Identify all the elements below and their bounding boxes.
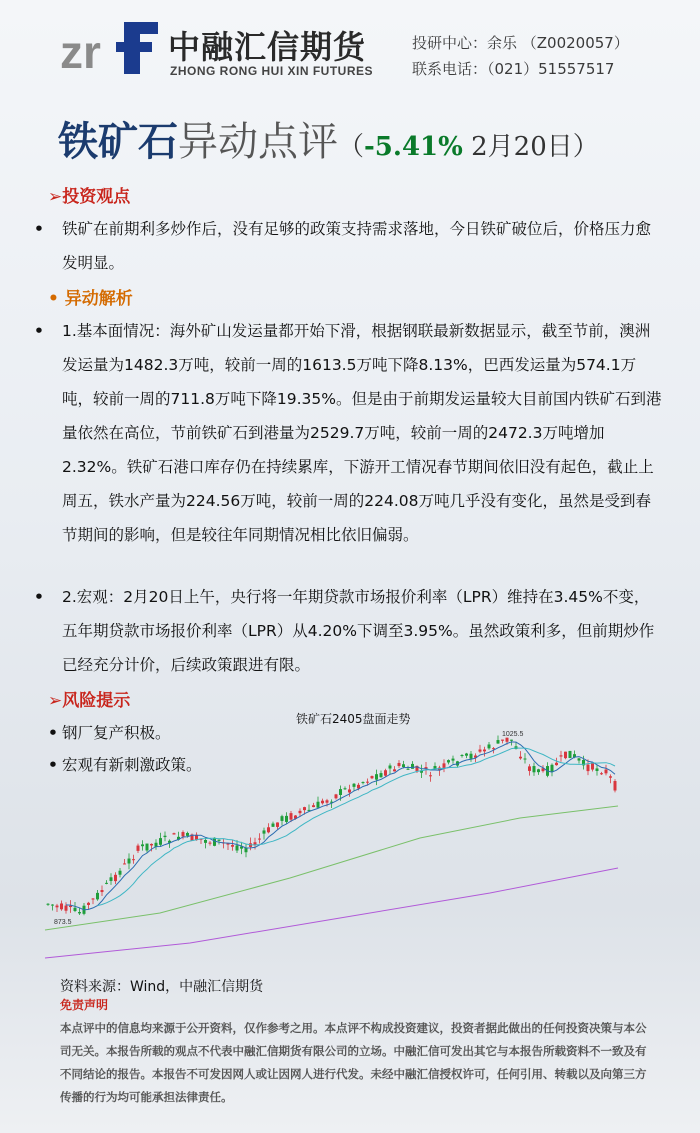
candle-body <box>164 836 167 837</box>
candle-body <box>285 816 288 822</box>
candle-body <box>339 789 342 795</box>
candle-body <box>407 769 410 770</box>
candle-body <box>69 906 72 907</box>
section-head-risk: ➢风险提示 <box>48 691 131 711</box>
candle-body <box>272 824 275 827</box>
candle-body <box>276 822 279 826</box>
price-chart <box>40 708 660 970</box>
candle-body <box>569 751 572 758</box>
view-text: 铁矿在前期利多炒作后，没有足够的政策支持需求落地，今日铁矿破位后，价格压力愈发明显。 <box>62 220 652 272</box>
candle-body <box>128 859 131 864</box>
candle-body <box>479 750 482 752</box>
ma-line-longest <box>45 868 618 958</box>
candle-body <box>533 766 536 772</box>
candle-body <box>263 830 266 833</box>
candle-body <box>141 844 144 846</box>
svg-text:zr: zr <box>60 26 101 78</box>
section-head-view: ➢投资观点 <box>48 187 131 207</box>
candle-body <box>429 775 432 776</box>
candle-body <box>258 839 261 840</box>
company-logo <box>60 14 160 78</box>
candle-body <box>227 844 230 845</box>
analysis-item-1 <box>34 314 663 552</box>
candle-body <box>555 763 558 765</box>
candle-body <box>537 769 540 772</box>
candle-body <box>587 765 590 771</box>
candle-body <box>380 773 383 777</box>
bullet: • <box>48 724 58 742</box>
candle-body <box>65 906 68 911</box>
candle-body <box>357 785 360 789</box>
candle-body <box>267 827 270 832</box>
candle-body <box>213 838 216 846</box>
candle-body <box>488 744 491 748</box>
candle-body <box>411 764 414 769</box>
candle-body <box>231 845 234 847</box>
bullet: • <box>34 322 44 340</box>
candle-body <box>209 843 212 844</box>
candle-body <box>344 788 347 789</box>
candle-body <box>398 763 401 766</box>
candle-body <box>519 757 522 759</box>
analysis-text-1: 1.基本面情况：海外矿山发运量都开始下滑，根据钢联最新数据显示，截至节前，澳洲发运量为1482.3万吨，较前一周的1613.5万吨下降8.13%，巴西发运量为574.1万吨，较前一周的711.8万吨下降19.35%。但是由于前期发运量较大目前国内铁矿石到港量依然在高位，节前铁矿石到港量为2529.7万吨，较前一周的2472.3万吨增加2.32%。铁矿石港口库存仍在持续累库，下游开工情况春节期间依旧没有起色，截止上周五，铁水产量为224.56万吨，较前一周的224.08万吨几乎没有变化，虽然是受到春节期间的影响，但是较往年同期情况相比依旧偏弱。 <box>62 322 662 544</box>
page-title <box>58 110 599 164</box>
candle-body <box>92 899 95 900</box>
candle-body <box>362 782 365 783</box>
candle-body <box>87 903 90 905</box>
candle-body <box>470 754 473 759</box>
candle-body <box>236 845 239 850</box>
candle-body <box>452 759 455 761</box>
bullet: • <box>34 220 44 238</box>
candle-body <box>335 794 338 798</box>
candle-body <box>393 769 396 771</box>
candle-body <box>60 903 63 909</box>
header <box>0 0 700 100</box>
title-open-paren: （ <box>338 132 365 162</box>
candle-body <box>483 750 486 752</box>
chart-annotation-low: 873.5 <box>54 919 72 926</box>
candle-body <box>186 833 189 836</box>
title-commodity: 铁矿石 <box>58 118 178 165</box>
candle-body <box>384 770 387 775</box>
candle-body <box>303 807 306 810</box>
candle-body <box>321 801 324 804</box>
candle-body <box>510 740 513 741</box>
candle-body <box>47 904 50 905</box>
candle-body <box>596 768 599 771</box>
candle-body <box>551 765 554 772</box>
candle-body <box>578 758 581 760</box>
candle-body <box>132 859 135 860</box>
title-date: 2月20日 <box>462 132 573 162</box>
phone-contact: 联系电话：（021）51557517 <box>412 60 615 78</box>
candle-body <box>290 813 293 820</box>
candle-body <box>366 782 369 783</box>
candle-body <box>600 773 603 774</box>
research-contact: 投研中心：余乐 （Z0020057） <box>412 34 629 52</box>
disclaimer-body: 本点评中的信息均来源于公开资料，仅作参考之用。本点评不构成投资建议，投资者据此做出的任何投资决策与本公司无关。本报告所载的观点不代表中融汇信期货有限公司的立场。中融汇信可发出其它与本报告所载资料不一致及有不同结论的报告。本报告不可发因网人或让因网人进行代发。未经中融汇信授权许可，任何引用、转载以及向第三方传播的行为均可能承担法律责任。 <box>60 1021 647 1104</box>
candle-body <box>461 755 464 756</box>
title-subject: 异动点评 <box>178 119 338 165</box>
candle-body <box>299 811 302 813</box>
candle-body <box>564 752 567 758</box>
candle-body <box>317 802 320 808</box>
candle-body <box>326 800 329 802</box>
candle-body <box>371 776 374 778</box>
candle-body <box>609 776 612 777</box>
candle-body <box>110 877 113 881</box>
candle-body <box>137 846 140 851</box>
candle-body <box>560 755 563 756</box>
logo-english-name: ZHONG RONG HUI XIN FUTURES <box>170 64 374 78</box>
candle-body <box>402 764 405 767</box>
candle-body <box>182 832 185 836</box>
candle-body <box>375 774 378 779</box>
disclaimer-title: 免责声明 <box>60 998 109 1012</box>
contact-info <box>412 30 629 82</box>
analysis-item-2 <box>34 580 663 682</box>
candle-body <box>492 748 495 749</box>
candle-body <box>114 875 117 881</box>
candle-body <box>353 784 356 787</box>
candle-body <box>146 844 149 851</box>
candle-body <box>204 840 207 843</box>
view-paragraph <box>34 212 663 280</box>
ma-line-long <box>45 806 618 930</box>
candle-body <box>447 760 450 762</box>
analysis-text-2: 2.宏观：2月20日上午，央行将一年期贷款市场报价利率（LPR）维持在3.45%不变，五年期贷款市场报价利率（LPR）从4.20%下调至3.95%。虽然政策利多，但前期炒作已经充分计价，后续政策跟进有限。 <box>62 588 655 674</box>
candle-body <box>524 759 527 760</box>
chart-title: 铁矿石2405盘面走势 <box>296 712 411 726</box>
candle-body <box>501 740 504 741</box>
risk-text-1: 钢厂复产积极。 <box>62 724 171 742</box>
candle-body <box>281 816 284 821</box>
candle-body <box>389 766 392 769</box>
candle-body <box>159 838 162 845</box>
candle-body <box>605 770 608 774</box>
bullet: • <box>34 588 44 606</box>
candle-body <box>528 766 531 771</box>
candle-body <box>173 833 176 834</box>
candle-body <box>218 840 221 841</box>
chart-annotation-high: 1025.5 <box>502 731 524 738</box>
bullet: • <box>48 756 58 774</box>
candle-body <box>312 805 315 807</box>
candle-body <box>74 908 77 911</box>
candle-body <box>497 740 500 744</box>
candle-body <box>56 906 59 908</box>
candle-body <box>101 890 104 892</box>
logo-chinese-name: 中融汇信期货 <box>168 28 367 66</box>
section-head-analysis: • 异动解析 <box>48 289 133 309</box>
candle-body <box>465 754 468 756</box>
candle-body <box>105 883 108 884</box>
title-change-pct: -5.41% <box>364 132 463 162</box>
candle-body <box>123 863 126 864</box>
data-source: 资料来源：Wind，中融汇信期货 <box>60 979 264 995</box>
candle-body <box>78 912 81 913</box>
risk-text-2: 宏观有新刺激政策。 <box>62 756 202 774</box>
candle-body <box>506 738 509 742</box>
candle-body <box>150 844 153 845</box>
candle-body <box>614 781 617 790</box>
candle-body <box>51 905 54 906</box>
candle-body <box>591 763 594 770</box>
title-close-paren: ） <box>572 132 599 162</box>
candle-body <box>443 763 446 768</box>
candle-body <box>348 789 351 792</box>
candle-body <box>96 893 99 899</box>
candle-body <box>119 871 122 875</box>
